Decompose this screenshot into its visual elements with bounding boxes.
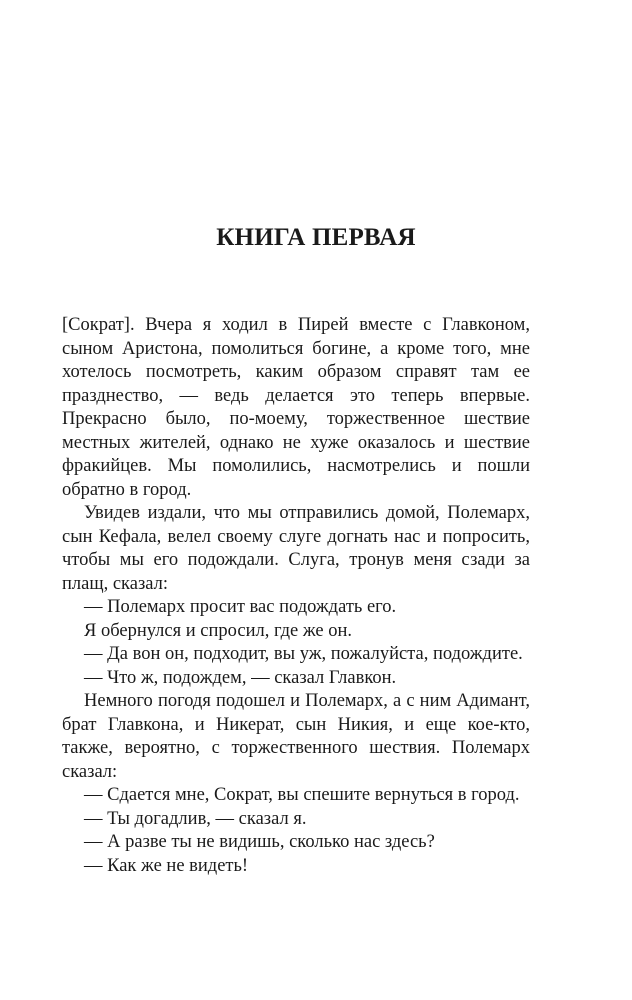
dialogue-line: — Сдается мне, Сократ, вы спешите вернуться в город. (84, 785, 520, 805)
body-text (62, 314, 530, 878)
chapter-title: КНИГА ПЕРВАЯ (216, 224, 416, 251)
paragraph: Я обернулся и спросил, где же он. (84, 620, 353, 641)
paragraph: [Сократ]. Вчера я ходил в Пирей вместе с Главконом, сыном Аристона, помолиться богине, а кроме того, мне хотелось посмотреть, каким образом справят там ее празднество, — ведь делается это теперь впервые. Прекрасно было, по-моему, торжественное шествие местных жителей, однако не хуже оказалось и шествие фракийцев. Мы помолились, насмотрелись и пошли обратно в город. (62, 315, 530, 500)
dialogue-line: — Ты догадлив, — сказал я. (84, 808, 307, 829)
dialogue-line: — Что ж, подождем, — сказал Главкон. (84, 667, 397, 688)
paragraph: Немного погодя подошел и Полемарх, а с ним Адимант, брат Главкона, и Никерат, сын Никия, и еще кое-кто, также, вероятно, с торжественного шествия. Полемарх сказал: (62, 691, 530, 782)
dialogue-line: — Как же не видеть! (84, 855, 249, 876)
dialogue-line: — Полемарх просит вас подождать его. (84, 597, 397, 617)
dialogue-line: — Да вон он, подходит, вы уж, пожалуйста, подождите. (84, 644, 523, 664)
paragraph: Увидев издали, что мы отправились домой, Полемарх, сын Кефала, велел своему слуге догнать нас и попросить, чтобы мы его подождали. Слуга, тронув меня сзади за плащ, сказал: (62, 503, 530, 594)
dialogue-line: — А разве ты не видишь, сколько нас здесь? (84, 832, 435, 852)
